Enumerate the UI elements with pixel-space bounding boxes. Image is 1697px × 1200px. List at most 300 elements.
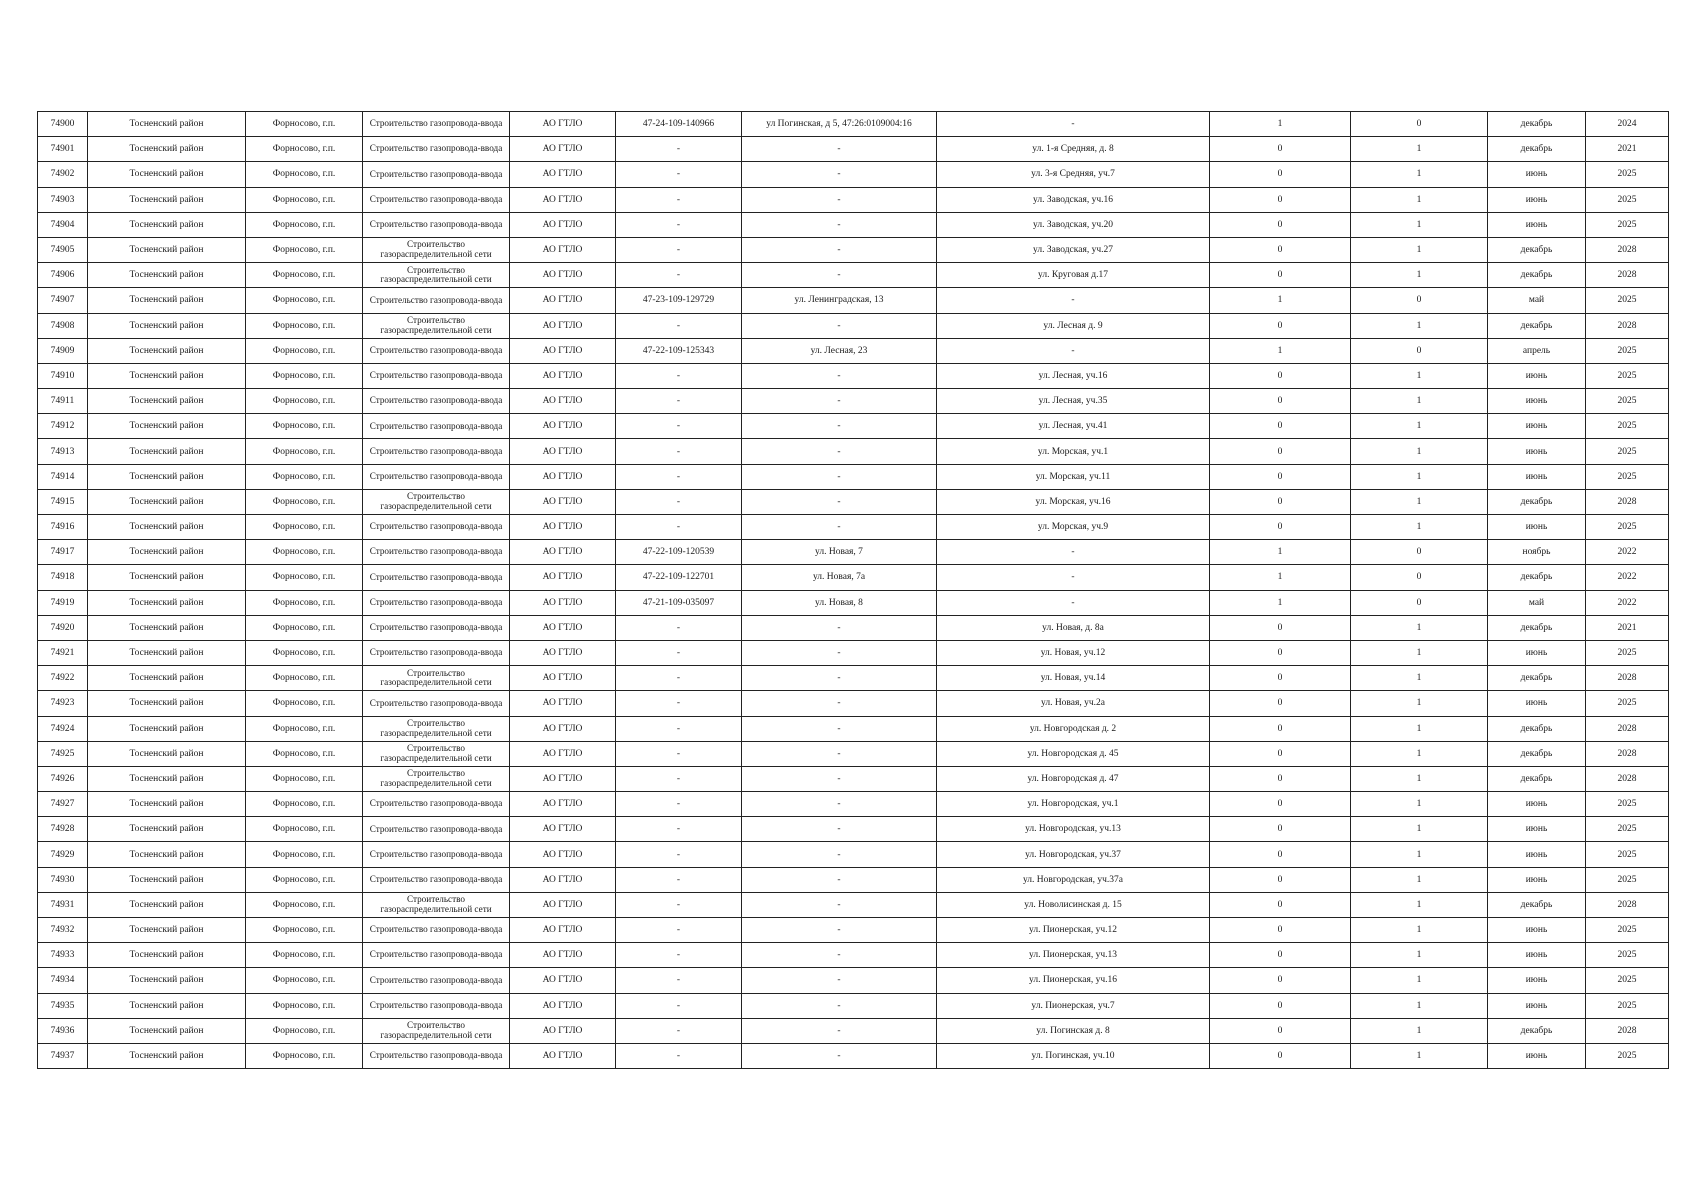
work-type-cell: Строительство газопровода-ввода (363, 565, 510, 590)
table-row (38, 1043, 1669, 1068)
district-cell: Тосненский район (88, 993, 246, 1018)
permit-number-cell: - (616, 615, 742, 640)
plot-address-cell: ул. Пионерская, уч.16 (937, 968, 1210, 993)
table-row (38, 515, 1669, 540)
work-type-cell: Строительство газораспределительной сети (363, 892, 510, 917)
work-type-cell: Строительство газораспределительной сети (363, 666, 510, 691)
settlement-cell: Форносово, г.п. (246, 968, 363, 993)
table-row (38, 590, 1669, 615)
plot-address-cell: ул. Лесная, уч.16 (937, 363, 1210, 388)
organization-cell: АО ГТЛО (510, 691, 616, 716)
count-a-cell: 1 (1210, 565, 1351, 590)
count-b-cell: 1 (1351, 414, 1488, 439)
organization-cell: АО ГТЛО (510, 615, 616, 640)
object-address-cell: - (742, 464, 937, 489)
count-a-cell: 0 (1210, 1018, 1351, 1043)
count-a-cell: 0 (1210, 1043, 1351, 1068)
permit-number-cell: - (616, 1018, 742, 1043)
month-cell: июнь (1488, 187, 1586, 212)
organization-cell: АО ГТЛО (510, 288, 616, 313)
district-cell: Тосненский район (88, 389, 246, 414)
object-address-cell: - (742, 943, 937, 968)
work-type-cell: Строительство газораспределительной сети (363, 766, 510, 791)
organization-cell: АО ГТЛО (510, 489, 616, 514)
settlement-cell: Форносово, г.п. (246, 1018, 363, 1043)
district-cell: Тосненский район (88, 716, 246, 741)
plot-address-cell: ул. Погинская д. 8 (937, 1018, 1210, 1043)
table-row (38, 993, 1669, 1018)
month-cell: июнь (1488, 363, 1586, 388)
organization-cell: АО ГТЛО (510, 1018, 616, 1043)
month-cell: июнь (1488, 414, 1586, 439)
month-cell: декабрь (1488, 489, 1586, 514)
count-b-cell: 1 (1351, 968, 1488, 993)
district-cell: Тосненский район (88, 489, 246, 514)
row-number: 74908 (38, 313, 88, 338)
settlement-cell: Форносово, г.п. (246, 137, 363, 162)
settlement-cell: Форносово, г.п. (246, 741, 363, 766)
row-number: 74935 (38, 993, 88, 1018)
row-number: 74907 (38, 288, 88, 313)
count-b-cell: 1 (1351, 691, 1488, 716)
work-type-cell: Строительство газопровода-ввода (363, 363, 510, 388)
plot-address-cell: ул. Заводская, уч.16 (937, 187, 1210, 212)
work-type-cell: Строительство газопровода-ввода (363, 640, 510, 665)
count-a-cell: 0 (1210, 640, 1351, 665)
work-type-cell: Строительство газопровода-ввода (363, 162, 510, 187)
permit-number-cell: - (616, 439, 742, 464)
count-a-cell: 0 (1210, 464, 1351, 489)
plot-address-cell: ул. Новая, уч.14 (937, 666, 1210, 691)
district-cell: Тосненский район (88, 842, 246, 867)
table-row (38, 691, 1669, 716)
count-b-cell: 1 (1351, 237, 1488, 262)
settlement-cell: Форносово, г.п. (246, 263, 363, 288)
month-cell: декабрь (1488, 615, 1586, 640)
count-a-cell: 0 (1210, 414, 1351, 439)
settlement-cell: Форносово, г.п. (246, 389, 363, 414)
count-a-cell: 0 (1210, 187, 1351, 212)
work-type-cell: Строительство газопровода-ввода (363, 615, 510, 640)
settlement-cell: Форносово, г.п. (246, 464, 363, 489)
work-type-cell: Строительство газопровода-ввода (363, 1043, 510, 1068)
plot-address-cell: ул. Новгородская, уч.37а (937, 867, 1210, 892)
row-number: 74924 (38, 716, 88, 741)
district-cell: Тосненский район (88, 640, 246, 665)
count-a-cell: 0 (1210, 237, 1351, 262)
permit-number-cell: - (616, 1043, 742, 1068)
organization-cell: АО ГТЛО (510, 943, 616, 968)
organization-cell: АО ГТЛО (510, 993, 616, 1018)
row-number: 74928 (38, 817, 88, 842)
organization-cell: АО ГТЛО (510, 263, 616, 288)
permit-number-cell: - (616, 263, 742, 288)
work-type-cell: Строительство газораспределительной сети (363, 1018, 510, 1043)
settlement-cell: Форносово, г.п. (246, 716, 363, 741)
district-cell: Тосненский район (88, 766, 246, 791)
month-cell: май (1488, 590, 1586, 615)
year-cell: 2025 (1586, 1043, 1669, 1068)
object-address-cell: - (742, 162, 937, 187)
table-row (38, 489, 1669, 514)
row-number: 74903 (38, 187, 88, 212)
table-row (38, 666, 1669, 691)
table-body (38, 112, 1669, 1069)
organization-cell: АО ГТЛО (510, 237, 616, 262)
settlement-cell: Форносово, г.п. (246, 237, 363, 262)
count-a-cell: 0 (1210, 867, 1351, 892)
organization-cell: АО ГТЛО (510, 414, 616, 439)
organization-cell: АО ГТЛО (510, 363, 616, 388)
organization-cell: АО ГТЛО (510, 389, 616, 414)
row-number: 74926 (38, 766, 88, 791)
settlement-cell: Форносово, г.п. (246, 615, 363, 640)
organization-cell: АО ГТЛО (510, 515, 616, 540)
permit-number-cell: 47-21-109-035097 (616, 590, 742, 615)
plot-address-cell: - (937, 565, 1210, 590)
count-b-cell: 1 (1351, 615, 1488, 640)
table-row (38, 968, 1669, 993)
row-number: 74902 (38, 162, 88, 187)
month-cell: ноябрь (1488, 540, 1586, 565)
work-type-cell: Строительство газопровода-ввода (363, 464, 510, 489)
object-address-cell: - (742, 137, 937, 162)
count-a-cell: 0 (1210, 943, 1351, 968)
year-cell: 2028 (1586, 892, 1669, 917)
table-row (38, 540, 1669, 565)
row-number: 74900 (38, 112, 88, 137)
count-b-cell: 1 (1351, 640, 1488, 665)
plot-address-cell: ул. Новгородская, уч.13 (937, 817, 1210, 842)
count-a-cell: 0 (1210, 792, 1351, 817)
row-number: 74931 (38, 892, 88, 917)
row-number: 74901 (38, 137, 88, 162)
work-type-cell: Строительство газопровода-ввода (363, 338, 510, 363)
count-b-cell: 1 (1351, 363, 1488, 388)
row-number: 74936 (38, 1018, 88, 1043)
plot-address-cell: ул. Новгородская, уч.1 (937, 792, 1210, 817)
row-number: 74930 (38, 867, 88, 892)
object-address-cell: - (742, 867, 937, 892)
district-cell: Тосненский район (88, 263, 246, 288)
month-cell: июнь (1488, 867, 1586, 892)
count-b-cell: 1 (1351, 892, 1488, 917)
work-type-cell: Строительство газопровода-ввода (363, 691, 510, 716)
month-cell: декабрь (1488, 666, 1586, 691)
permit-number-cell: - (616, 993, 742, 1018)
settlement-cell: Форносово, г.п. (246, 842, 363, 867)
plot-address-cell: ул. Новолисинская д. 15 (937, 892, 1210, 917)
object-address-cell: - (742, 640, 937, 665)
object-address-cell: ул. Новая, 7а (742, 565, 937, 590)
organization-cell: АО ГТЛО (510, 1043, 616, 1068)
row-number: 74904 (38, 212, 88, 237)
count-b-cell: 0 (1351, 338, 1488, 363)
month-cell: июнь (1488, 464, 1586, 489)
organization-cell: АО ГТЛО (510, 792, 616, 817)
table-row (38, 414, 1669, 439)
settlement-cell: Форносово, г.п. (246, 363, 363, 388)
count-a-cell: 0 (1210, 741, 1351, 766)
count-a-cell: 0 (1210, 993, 1351, 1018)
count-b-cell: 1 (1351, 263, 1488, 288)
settlement-cell: Форносово, г.п. (246, 489, 363, 514)
work-type-cell: Строительство газопровода-ввода (363, 137, 510, 162)
month-cell: май (1488, 288, 1586, 313)
table-row (38, 288, 1669, 313)
permit-number-cell: - (616, 212, 742, 237)
year-cell: 2025 (1586, 515, 1669, 540)
month-cell: декабрь (1488, 892, 1586, 917)
year-cell: 2028 (1586, 666, 1669, 691)
row-number: 74916 (38, 515, 88, 540)
object-address-cell: - (742, 666, 937, 691)
permit-number-cell: 47-22-109-120539 (616, 540, 742, 565)
work-type-cell: Строительство газораспределительной сети (363, 263, 510, 288)
district-cell: Тосненский район (88, 590, 246, 615)
year-cell: 2025 (1586, 842, 1669, 867)
plot-address-cell: ул. Новгородская д. 45 (937, 741, 1210, 766)
year-cell: 2022 (1586, 565, 1669, 590)
row-number: 74909 (38, 338, 88, 363)
count-a-cell: 1 (1210, 288, 1351, 313)
month-cell: июнь (1488, 817, 1586, 842)
object-address-cell: - (742, 691, 937, 716)
row-number: 74937 (38, 1043, 88, 1068)
month-cell: декабрь (1488, 237, 1586, 262)
plot-address-cell: ул. Лесная д. 9 (937, 313, 1210, 338)
data-table (37, 111, 1669, 1069)
month-cell: декабрь (1488, 716, 1586, 741)
work-type-cell: Строительство газопровода-ввода (363, 414, 510, 439)
settlement-cell: Форносово, г.п. (246, 792, 363, 817)
count-b-cell: 1 (1351, 389, 1488, 414)
object-address-cell: - (742, 212, 937, 237)
plot-address-cell: ул. Заводская, уч.20 (937, 212, 1210, 237)
district-cell: Тосненский район (88, 313, 246, 338)
object-address-cell: - (742, 237, 937, 262)
object-address-cell: ул Погинская, д 5, 47:26:0109004:16 (742, 112, 937, 137)
table-row (38, 918, 1669, 943)
plot-address-cell: - (937, 540, 1210, 565)
district-cell: Тосненский район (88, 515, 246, 540)
month-cell: декабрь (1488, 313, 1586, 338)
organization-cell: АО ГТЛО (510, 338, 616, 363)
count-b-cell: 1 (1351, 867, 1488, 892)
object-address-cell: - (742, 615, 937, 640)
year-cell: 2025 (1586, 162, 1669, 187)
year-cell: 2028 (1586, 489, 1669, 514)
count-a-cell: 0 (1210, 842, 1351, 867)
count-b-cell: 1 (1351, 792, 1488, 817)
count-a-cell: 0 (1210, 766, 1351, 791)
table-row (38, 464, 1669, 489)
organization-cell: АО ГТЛО (510, 187, 616, 212)
work-type-cell: Строительство газопровода-ввода (363, 817, 510, 842)
count-b-cell: 0 (1351, 590, 1488, 615)
organization-cell: АО ГТЛО (510, 766, 616, 791)
permit-number-cell: 47-23-109-129729 (616, 288, 742, 313)
settlement-cell: Форносово, г.п. (246, 313, 363, 338)
count-b-cell: 0 (1351, 112, 1488, 137)
year-cell: 2028 (1586, 237, 1669, 262)
count-b-cell: 1 (1351, 464, 1488, 489)
settlement-cell: Форносово, г.п. (246, 666, 363, 691)
work-type-cell: Строительство газопровода-ввода (363, 112, 510, 137)
district-cell: Тосненский район (88, 817, 246, 842)
organization-cell: АО ГТЛО (510, 918, 616, 943)
row-number: 74923 (38, 691, 88, 716)
count-b-cell: 0 (1351, 565, 1488, 590)
count-a-cell: 0 (1210, 615, 1351, 640)
district-cell: Тосненский район (88, 792, 246, 817)
settlement-cell: Форносово, г.п. (246, 640, 363, 665)
object-address-cell: - (742, 968, 937, 993)
count-b-cell: 1 (1351, 766, 1488, 791)
table-row (38, 615, 1669, 640)
district-cell: Тосненский район (88, 943, 246, 968)
district-cell: Тосненский район (88, 741, 246, 766)
table-row (38, 943, 1669, 968)
organization-cell: АО ГТЛО (510, 716, 616, 741)
permit-number-cell: - (616, 414, 742, 439)
organization-cell: АО ГТЛО (510, 137, 616, 162)
row-number: 74927 (38, 792, 88, 817)
plot-address-cell: ул. Пионерская, уч.12 (937, 918, 1210, 943)
row-number: 74919 (38, 590, 88, 615)
table-row (38, 439, 1669, 464)
work-type-cell: Строительство газопровода-ввода (363, 943, 510, 968)
row-number: 74912 (38, 414, 88, 439)
organization-cell: АО ГТЛО (510, 968, 616, 993)
organization-cell: АО ГТЛО (510, 741, 616, 766)
permit-number-cell: - (616, 162, 742, 187)
table-row (38, 741, 1669, 766)
work-type-cell: Строительство газопровода-ввода (363, 212, 510, 237)
row-number: 74921 (38, 640, 88, 665)
object-address-cell: - (742, 515, 937, 540)
year-cell: 2025 (1586, 817, 1669, 842)
count-a-cell: 0 (1210, 363, 1351, 388)
table-row (38, 766, 1669, 791)
permit-number-cell: - (616, 716, 742, 741)
organization-cell: АО ГТЛО (510, 112, 616, 137)
year-cell: 2028 (1586, 263, 1669, 288)
permit-number-cell: - (616, 691, 742, 716)
year-cell: 2022 (1586, 590, 1669, 615)
organization-cell: АО ГТЛО (510, 590, 616, 615)
plot-address-cell: ул. 1-я Средняя, д. 8 (937, 137, 1210, 162)
object-address-cell: - (742, 817, 937, 842)
object-address-cell: - (742, 439, 937, 464)
settlement-cell: Форносово, г.п. (246, 212, 363, 237)
table-row (38, 892, 1669, 917)
district-cell: Тосненский район (88, 1018, 246, 1043)
count-b-cell: 1 (1351, 187, 1488, 212)
count-b-cell: 1 (1351, 741, 1488, 766)
month-cell: декабрь (1488, 766, 1586, 791)
count-a-cell: 1 (1210, 590, 1351, 615)
table-row (38, 389, 1669, 414)
settlement-cell: Форносово, г.п. (246, 691, 363, 716)
permit-number-cell: - (616, 842, 742, 867)
work-type-cell: Строительство газопровода-ввода (363, 993, 510, 1018)
count-a-cell: 0 (1210, 489, 1351, 514)
permit-number-cell: - (616, 943, 742, 968)
organization-cell: АО ГТЛО (510, 817, 616, 842)
permit-number-cell: - (616, 464, 742, 489)
row-number: 74918 (38, 565, 88, 590)
district-cell: Тосненский район (88, 615, 246, 640)
object-address-cell: - (742, 313, 937, 338)
year-cell: 2024 (1586, 112, 1669, 137)
district-cell: Тосненский район (88, 162, 246, 187)
table-row (38, 338, 1669, 363)
settlement-cell: Форносово, г.п. (246, 162, 363, 187)
year-cell: 2025 (1586, 968, 1669, 993)
count-b-cell: 1 (1351, 137, 1488, 162)
settlement-cell: Форносово, г.п. (246, 414, 363, 439)
row-number: 74905 (38, 237, 88, 262)
permit-number-cell: - (616, 137, 742, 162)
table-row (38, 1018, 1669, 1043)
count-a-cell: 0 (1210, 313, 1351, 338)
row-number: 74933 (38, 943, 88, 968)
row-number: 74922 (38, 666, 88, 691)
year-cell: 2025 (1586, 792, 1669, 817)
settlement-cell: Форносово, г.п. (246, 918, 363, 943)
permit-number-cell: - (616, 313, 742, 338)
table-row (38, 212, 1669, 237)
plot-address-cell: - (937, 288, 1210, 313)
plot-address-cell: - (937, 112, 1210, 137)
organization-cell: АО ГТЛО (510, 640, 616, 665)
table-row (38, 565, 1669, 590)
permit-number-cell: 47-22-109-122701 (616, 565, 742, 590)
object-address-cell: - (742, 766, 937, 791)
count-b-cell: 1 (1351, 993, 1488, 1018)
settlement-cell: Форносово, г.п. (246, 439, 363, 464)
count-a-cell: 0 (1210, 212, 1351, 237)
month-cell: июнь (1488, 968, 1586, 993)
year-cell: 2025 (1586, 464, 1669, 489)
district-cell: Тосненский район (88, 691, 246, 716)
permit-number-cell: - (616, 640, 742, 665)
plot-address-cell: ул. Морская, уч.11 (937, 464, 1210, 489)
year-cell: 2025 (1586, 187, 1669, 212)
month-cell: июнь (1488, 389, 1586, 414)
table-row (38, 867, 1669, 892)
object-address-cell: - (742, 1018, 937, 1043)
plot-address-cell: ул. Новая, уч.12 (937, 640, 1210, 665)
year-cell: 2025 (1586, 993, 1669, 1018)
work-type-cell: Строительство газораспределительной сети (363, 237, 510, 262)
permit-number-cell: 47-22-109-125343 (616, 338, 742, 363)
table-row (38, 162, 1669, 187)
month-cell: июнь (1488, 212, 1586, 237)
month-cell: июнь (1488, 515, 1586, 540)
count-b-cell: 1 (1351, 1043, 1488, 1068)
object-address-cell: - (742, 842, 937, 867)
month-cell: декабрь (1488, 741, 1586, 766)
table-row (38, 112, 1669, 137)
count-b-cell: 1 (1351, 666, 1488, 691)
count-a-cell: 1 (1210, 338, 1351, 363)
settlement-cell: Форносово, г.п. (246, 766, 363, 791)
permit-number-cell: - (616, 389, 742, 414)
district-cell: Тосненский район (88, 137, 246, 162)
district-cell: Тосненский район (88, 968, 246, 993)
